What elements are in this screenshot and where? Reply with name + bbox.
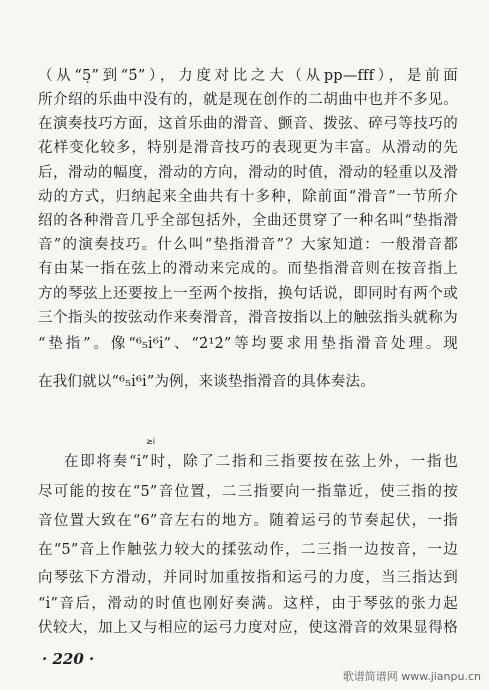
text-line-13: 在我们就以“⁶₅i̇⁶i̇”为例，来谈垫指滑音的具体奏法。 bbox=[38, 374, 375, 390]
paragraph2-line-4: 在“5”音上作触弦力较大的揉弦动作，二三指一边按音，一边 bbox=[38, 542, 458, 558]
text-line-1: （从“5̣”到“5̇”），力度对比之大（从pp—fff），是前面 bbox=[38, 68, 458, 84]
text-line-4: 花样变化较多，特别是滑音技巧的表现更为丰富。从滑动的先 bbox=[38, 140, 458, 156]
text-line-9: 有由某一指在弦上的滑动来完成的。而垫指滑音则在按音指上 bbox=[38, 261, 458, 277]
paragraph2-line-1: 在即将奏“i̇”时，除了二指和三指要按在弦上外，一指也 bbox=[64, 454, 458, 470]
text-line-6: 动的方式，归纳起来全曲共有十多种，除前面“滑音”一节所介 bbox=[38, 189, 458, 205]
paragraph2-line-3: 音位置大致在“6”音左右的地方。随着运弓的节奏起伏，一指 bbox=[38, 513, 458, 529]
text-line-12: “垫指”。像“⁶₅i̇⁶i̇”、“2̇¹2̇”等均要求用垫指滑音处理。现 bbox=[38, 336, 458, 352]
notation-mark: ≥i bbox=[146, 437, 155, 446]
watermark-text: 歌谱简谱网 www.jianpu.cn bbox=[342, 670, 481, 683]
paragraph2-line-7: 伏较大，加上又与相应的运弓力度对应，使这滑音的效果显得格 bbox=[38, 620, 458, 636]
paragraph2-line-5: 向琴弦下方滑动，并同时加重按指和运弓的力度，当三指达到 bbox=[38, 570, 458, 586]
text-line-10: 方的琴弦上还要按上一至两个按指，换句话说，即同时有两个或 bbox=[38, 286, 458, 302]
paragraph2-line-2: 尽可能的按在“5”音位置，二三指要向一指靠近，使三指的按 bbox=[38, 484, 458, 500]
text-line-8: 音”的演奏技巧。什么叫“垫指滑音”？大家知道：一般滑音都 bbox=[38, 237, 458, 253]
text-line-5: 后，滑动的幅度，滑动的方向，滑动的时值，滑动的轻重以及滑 bbox=[38, 165, 458, 181]
text-line-2: 所介绍的乐曲中没有的，就是现在创作的二胡曲中也并不多见。 bbox=[38, 92, 458, 108]
text-line-7: 绍的各种滑音几乎全部包括外，全曲还贯穿了一种名叫“垫指滑 bbox=[38, 213, 458, 229]
paragraph2-line-6: “i̇”音后，滑动的时值也刚好奏满。这样，由于琴弦的张力起 bbox=[38, 596, 458, 612]
text-line-11: 三个指头的按弦动作来奏滑音，滑音按指以上的触弦指头就称为 bbox=[38, 310, 458, 326]
text-line-3: 在演奏技巧方面，这首乐曲的滑音、颤音、拨弦、碎弓等技巧的 bbox=[38, 116, 458, 132]
page-number: · 220 · bbox=[42, 650, 95, 668]
